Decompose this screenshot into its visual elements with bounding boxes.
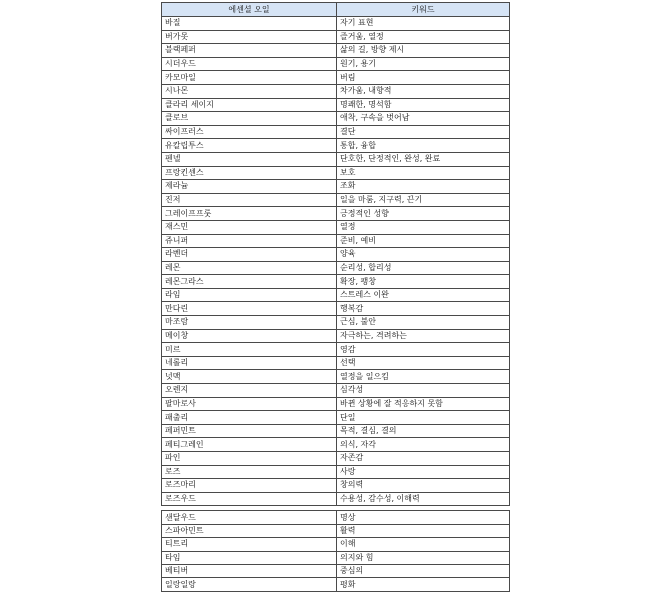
keyword-cell: 창의력 xyxy=(337,479,510,493)
keyword-cell: 자존감 xyxy=(337,452,510,466)
table-row xyxy=(162,193,510,207)
oil-name-cell: 버가못 xyxy=(162,30,337,44)
table-row xyxy=(162,112,510,126)
keyword-column-header: 키워드 xyxy=(337,3,510,17)
table-body xyxy=(162,17,510,506)
keyword-cell: 원기, 용기 xyxy=(337,57,510,71)
oil-name-cell: 네롤리 xyxy=(162,356,337,370)
keyword-cell: 조화 xyxy=(337,180,510,194)
table-row xyxy=(162,411,510,425)
keyword-cell: 즐거움, 열정 xyxy=(337,30,510,44)
keyword-cell: 중심의 xyxy=(337,564,510,577)
oil-name-cell: 티트리 xyxy=(162,538,337,551)
oil-name-cell: 로즈마리 xyxy=(162,479,337,493)
keyword-cell: 명상 xyxy=(337,511,510,524)
keyword-cell: 의식, 자각 xyxy=(337,438,510,452)
keyword-cell: 목적, 결심, 결의 xyxy=(337,424,510,438)
table-row xyxy=(162,207,510,221)
oil-name-cell: 제라늄 xyxy=(162,180,337,194)
oil-name-cell: 펜넬 xyxy=(162,152,337,166)
oil-name-cell: 파인 xyxy=(162,452,337,466)
keyword-cell: 근심, 불안 xyxy=(337,316,510,330)
oil-name-cell: 바질 xyxy=(162,17,337,31)
keyword-cell: 수용성, 감수성, 이해력 xyxy=(337,492,510,506)
keyword-cell: 의지와 힘 xyxy=(337,551,510,564)
oil-name-cell: 라벤더 xyxy=(162,248,337,262)
oil-name-cell: 진저 xyxy=(162,193,337,207)
table-row xyxy=(162,438,510,452)
oil-name-cell: 재스민 xyxy=(162,220,337,234)
keyword-cell: 자극하는, 격려하는 xyxy=(337,329,510,343)
table-row xyxy=(162,261,510,275)
table-row xyxy=(162,492,510,506)
keyword-cell: 이해 xyxy=(337,538,510,551)
oil-keyword-table-continued xyxy=(161,510,510,591)
oil-name-cell: 메이창 xyxy=(162,329,337,343)
table-row xyxy=(162,17,510,31)
keyword-cell: 보호 xyxy=(337,166,510,180)
keyword-cell: 영감 xyxy=(337,343,510,357)
table-row xyxy=(162,538,510,551)
keyword-cell: 바뀐 상황에 잘 적응하지 못함 xyxy=(337,397,510,411)
oil-name-cell: 블랙페퍼 xyxy=(162,44,337,58)
oil-name-cell: 마조람 xyxy=(162,316,337,330)
oil-name-cell: 스파아민트 xyxy=(162,524,337,537)
oil-name-cell: 시나몬 xyxy=(162,84,337,98)
oil-name-cell: 라임 xyxy=(162,288,337,302)
keyword-cell: 삶의 길, 방향 제시 xyxy=(337,44,510,58)
keyword-cell: 순리성, 합리성 xyxy=(337,261,510,275)
keyword-cell: 차가움, 내향적 xyxy=(337,84,510,98)
table-row xyxy=(162,302,510,316)
keyword-cell: 열정을 일으킴 xyxy=(337,370,510,384)
table-row xyxy=(162,384,510,398)
table-row xyxy=(162,370,510,384)
table-row xyxy=(162,125,510,139)
table-row xyxy=(162,479,510,493)
table-row xyxy=(162,564,510,577)
table-row xyxy=(162,98,510,112)
oil-name-cell: 프랑킨센스 xyxy=(162,166,337,180)
table-row xyxy=(162,139,510,153)
oil-name-cell: 로즈우드 xyxy=(162,492,337,506)
table-row xyxy=(162,71,510,85)
table-header-row xyxy=(162,3,510,17)
oil-name-cell: 싸이프러스 xyxy=(162,125,337,139)
keyword-cell: 스트레스 이완 xyxy=(337,288,510,302)
table-row xyxy=(162,84,510,98)
keyword-cell: 확장, 팽창 xyxy=(337,275,510,289)
table-row xyxy=(162,44,510,58)
keyword-cell: 심각성 xyxy=(337,384,510,398)
table-row xyxy=(162,57,510,71)
oil-column-header: 에센셜 오일 xyxy=(162,3,337,17)
table-row xyxy=(162,234,510,248)
keyword-cell: 단호한, 단정적인, 완성, 완료 xyxy=(337,152,510,166)
keyword-cell: 준비, 예비 xyxy=(337,234,510,248)
table-row xyxy=(162,424,510,438)
keyword-cell: 버림 xyxy=(337,71,510,85)
oil-name-cell: 레몬그라스 xyxy=(162,275,337,289)
table-row xyxy=(162,524,510,537)
table-row xyxy=(162,578,510,591)
table-row xyxy=(162,166,510,180)
table-row xyxy=(162,316,510,330)
keyword-cell: 긍정적인 성향 xyxy=(337,207,510,221)
oil-name-cell: 오렌지 xyxy=(162,384,337,398)
oil-name-cell: 일랑일랑 xyxy=(162,578,337,591)
oil-name-cell: 만다린 xyxy=(162,302,337,316)
oil-name-cell: 쥬니퍼 xyxy=(162,234,337,248)
table-row xyxy=(162,511,510,524)
oil-name-cell: 페티그레인 xyxy=(162,438,337,452)
oil-name-cell: 페퍼민트 xyxy=(162,424,337,438)
keyword-cell: 양육 xyxy=(337,248,510,262)
oil-name-cell: 샌달우드 xyxy=(162,511,337,524)
oil-name-cell: 넛맥 xyxy=(162,370,337,384)
table-body-continued xyxy=(162,511,510,591)
table-row xyxy=(162,248,510,262)
oil-name-cell: 유칼립투스 xyxy=(162,139,337,153)
table-row xyxy=(162,329,510,343)
keyword-cell: 선택 xyxy=(337,356,510,370)
keyword-cell: 평화 xyxy=(337,578,510,591)
table-row xyxy=(162,397,510,411)
table-row xyxy=(162,288,510,302)
table-row xyxy=(162,152,510,166)
keyword-cell: 명쾌한, 명석함 xyxy=(337,98,510,112)
keyword-cell: 통합, 융합 xyxy=(337,139,510,153)
oil-name-cell: 베티버 xyxy=(162,564,337,577)
oil-name-cell: 로즈 xyxy=(162,465,337,479)
table-row xyxy=(162,551,510,564)
oil-name-cell: 그레이프프룻 xyxy=(162,207,337,221)
oil-name-cell: 팔마로사 xyxy=(162,397,337,411)
oil-name-cell: 미르 xyxy=(162,343,337,357)
oil-name-cell: 클라리 세이지 xyxy=(162,98,337,112)
oil-name-cell: 타임 xyxy=(162,551,337,564)
table-row xyxy=(162,180,510,194)
keyword-cell: 결단 xyxy=(337,125,510,139)
table-row xyxy=(162,452,510,466)
keyword-cell: 애착, 구속을 벗어남 xyxy=(337,112,510,126)
keyword-cell: 자기 표현 xyxy=(337,17,510,31)
keyword-cell: 활력 xyxy=(337,524,510,537)
oil-name-cell: 레몬 xyxy=(162,261,337,275)
table-row xyxy=(162,30,510,44)
keyword-cell: 사랑 xyxy=(337,465,510,479)
table-row xyxy=(162,220,510,234)
table-row xyxy=(162,343,510,357)
oil-name-cell: 카모마일 xyxy=(162,71,337,85)
table-row xyxy=(162,465,510,479)
keyword-cell: 열정 xyxy=(337,220,510,234)
oil-name-cell: 클로브 xyxy=(162,112,337,126)
keyword-cell: 행복감 xyxy=(337,302,510,316)
oil-keyword-table xyxy=(161,2,510,506)
essential-oil-keyword-sheet xyxy=(161,2,509,592)
table-row xyxy=(162,356,510,370)
keyword-cell: 단일 xyxy=(337,411,510,425)
oil-name-cell: 시더우드 xyxy=(162,57,337,71)
keyword-cell: 일을 마룸, 지구력, 끈기 xyxy=(337,193,510,207)
oil-name-cell: 패출리 xyxy=(162,411,337,425)
table-row xyxy=(162,275,510,289)
